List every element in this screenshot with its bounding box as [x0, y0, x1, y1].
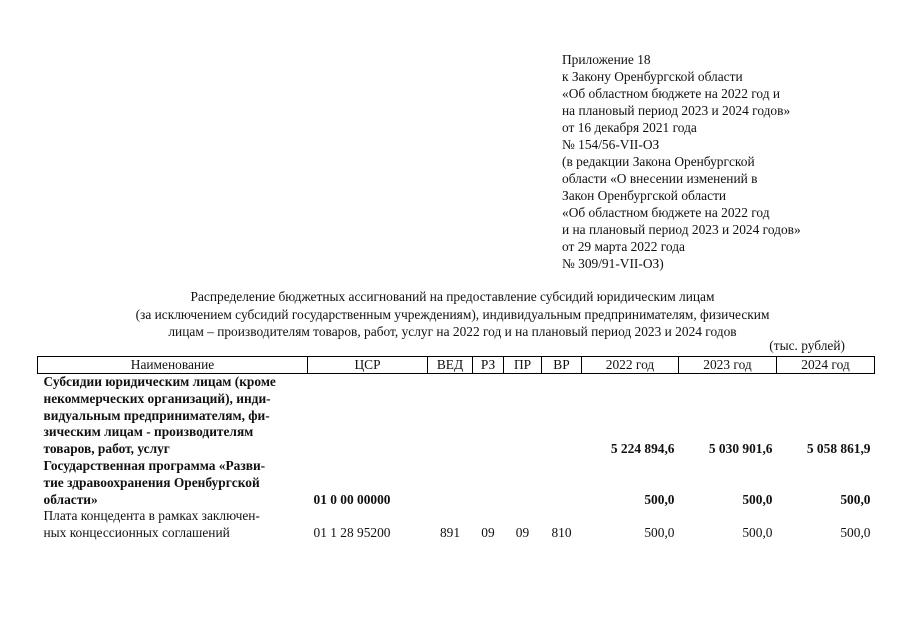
header-name: Наименование: [38, 357, 308, 374]
row-name-line: зическим лицам - производителям: [43, 424, 254, 440]
title-line: Распределение бюджетных ассигнований на предоставление субсидий юридическим лицам: [190, 289, 715, 304]
appendix-line: (в редакции Закона Оренбургской: [562, 154, 755, 169]
row-rz: 09: [481, 525, 495, 541]
row-2022: 5 224 894,6: [610, 441, 675, 457]
row-name: [38, 458, 308, 508]
row-2024: 500,0: [840, 525, 871, 541]
row-vr: 810: [551, 525, 572, 541]
appendix-line: № 309/91-VII-ОЗ): [562, 256, 664, 271]
row-name-line: Субсидии юридическим лицам (кроме: [43, 374, 276, 389]
title-line: лицам – производителям товаров, работ, услуг на 2022 год и на плановый период 2023 и 2024 годов: [168, 324, 737, 339]
appendix-block: [562, 51, 801, 272]
table-row: [38, 458, 875, 508]
row-2024: 500,0: [840, 491, 871, 507]
row-ved: 891: [439, 525, 461, 541]
row-rz: [473, 374, 504, 458]
appendix-line: № 154/56-VII-ОЗ: [562, 137, 660, 152]
row-vr: [542, 458, 582, 508]
appendix-line: к Закону Оренбургской области: [562, 69, 743, 84]
row-name-line: области»: [43, 491, 98, 507]
row-2023: 500,0: [742, 525, 773, 541]
appendix-line: Закон Оренбургской области: [562, 188, 727, 203]
row-name-line: некоммерческих организаций), инди-: [43, 390, 271, 406]
row-2022: 500,0: [644, 491, 675, 507]
appendix-line: от 29 марта 2022 года: [562, 239, 685, 254]
row-pr: [504, 374, 542, 458]
row-csr: 01 0 00 00000: [313, 491, 391, 507]
unit-label: (тыс. рублей): [769, 338, 845, 353]
table-row: [38, 508, 875, 542]
header-rz: РЗ: [473, 357, 504, 374]
row-rz: [473, 458, 504, 508]
budget-table: [37, 356, 875, 542]
row-ved: [428, 458, 473, 508]
table-row: [38, 374, 875, 458]
row-name-line: видуальным предпринимателям, фи-: [43, 407, 270, 423]
header-2022: 2022 год: [582, 357, 679, 374]
row-2023: 500,0: [742, 491, 773, 507]
row-name-line: ных концессионных соглашений: [43, 525, 230, 541]
row-name: [38, 374, 308, 458]
row-csr: 01 1 28 95200: [313, 525, 391, 541]
appendix-line: от 16 декабря 2021 года: [562, 120, 697, 135]
document-title: [0, 288, 905, 341]
appendix-line: «Об областном бюджете на 2022 год и: [562, 86, 781, 101]
appendix-line: области «О внесении изменений в: [562, 171, 758, 186]
header-csr: ЦСР: [308, 357, 428, 374]
appendix-line: и на плановый период 2023 и 2024 годов»: [562, 222, 801, 237]
appendix-line: Приложение 18: [562, 52, 651, 67]
row-vr: [542, 374, 582, 458]
row-name-line: Государственная программа «Разви-: [43, 457, 266, 473]
appendix-line: на плановый период 2023 и 2024 годов»: [562, 103, 791, 118]
header-vr: ВР: [542, 357, 582, 374]
row-pr: [504, 458, 542, 508]
row-pr: 09: [515, 525, 530, 541]
row-name-line: тие здравоохранения Оренбургской: [43, 474, 260, 490]
row-csr: [308, 374, 428, 458]
header-ved: ВЕД: [428, 357, 473, 374]
row-name-line: товаров, работ, услуг: [43, 441, 170, 457]
row-name-line: Плата концедента в рамках заключен-: [43, 508, 260, 524]
row-ved: [428, 374, 473, 458]
title-line: (за исключением субсидий государственным учреждениям), индивидуальным предпринимателям, физическим: [135, 306, 770, 322]
row-2023: 5 030 901,6: [708, 441, 773, 457]
header-2024: 2024 год: [777, 357, 875, 374]
appendix-line: «Об областном бюджете на 2022 год: [562, 205, 770, 220]
row-2022: 500,0: [644, 525, 675, 541]
row-2024: 5 058 861,9: [806, 441, 871, 457]
header-2023: 2023 год: [679, 357, 777, 374]
row-name: [38, 508, 308, 542]
table-header-row: [38, 357, 875, 374]
header-pr: ПР: [504, 357, 542, 374]
